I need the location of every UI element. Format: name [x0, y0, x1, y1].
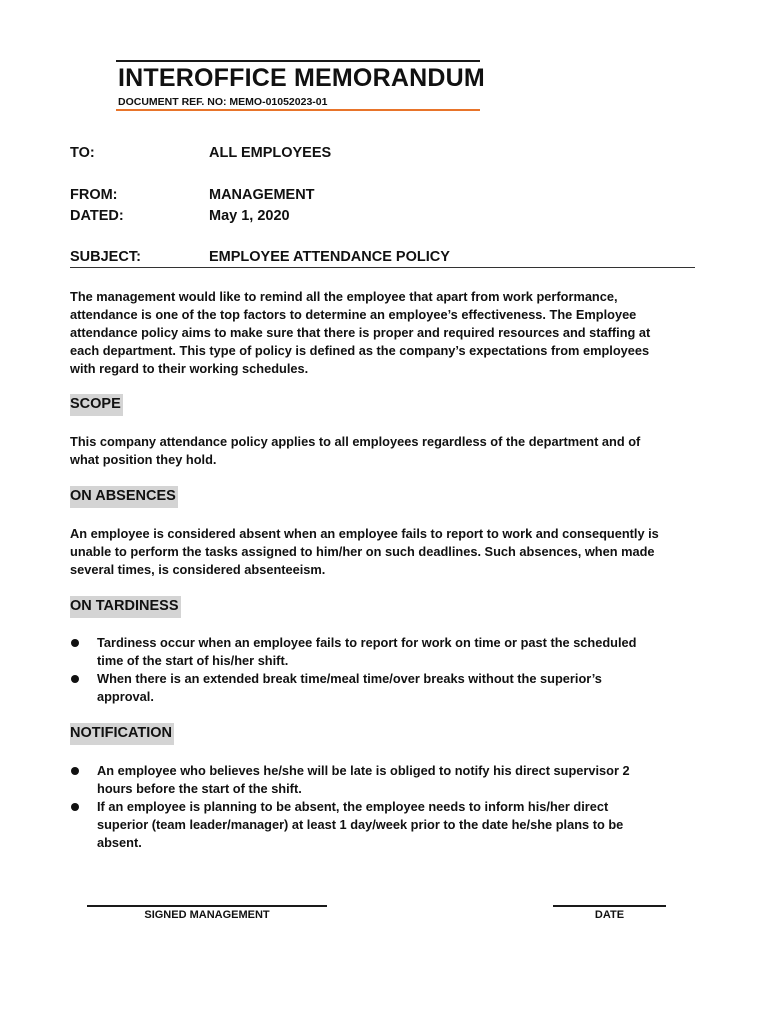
header-top-rule — [116, 60, 480, 62]
notification-list — [70, 762, 698, 852]
bullet-line: If an employee is planning to be absent, the employee needs to inform his/her direct — [97, 799, 609, 814]
header-accent-rule — [116, 109, 480, 111]
subject-label: SUBJECT: — [70, 249, 141, 265]
intro-line: attendance is one of the top factors to determine an employee’s effectiveness. The Employee — [70, 307, 637, 322]
scope-line: what position they hold. — [70, 452, 217, 467]
bullet-line: absent. — [97, 835, 142, 850]
list-item — [70, 670, 698, 706]
absences-line: unable to perform the tasks assigned to him/her on such deadlines. Such absences, when made — [70, 544, 655, 559]
memo-header — [116, 60, 485, 110]
bullet-line: Tardiness occur when an employee fails to report for work on time or past the scheduled — [97, 635, 637, 650]
dated-value: May 1, 2020 — [209, 208, 290, 224]
subject-value: EMPLOYEE ATTENDANCE POLICY — [209, 249, 450, 265]
list-item — [70, 798, 698, 852]
from-label: FROM: — [70, 187, 118, 203]
to-value: ALL EMPLOYEES — [209, 145, 332, 161]
intro-line: attendance policy aims to make sure that there is proper and required resources and staffing at — [70, 325, 651, 340]
document-reference: DOCUMENT REF. NO: MEMO-01052023-01 — [118, 96, 328, 108]
bullet-line: superior (team leader/manager) at least 1 day/week prior to the date he/she plans to be — [97, 817, 624, 832]
absences-heading: ON ABSENCES — [70, 486, 178, 508]
subject-underline — [70, 267, 695, 268]
absences-paragraph — [70, 525, 698, 579]
bullet-icon — [71, 675, 79, 683]
bullet-icon — [71, 767, 79, 775]
tardiness-heading: ON TARDINESS — [70, 596, 181, 618]
bullet-icon — [71, 803, 79, 811]
bullet-line: approval. — [97, 689, 154, 704]
from-value: MANAGEMENT — [209, 187, 315, 203]
to-label: TO: — [70, 145, 95, 161]
list-item — [70, 634, 698, 670]
bullet-line: When there is an extended break time/meal time/over breaks without the superior’s — [97, 671, 602, 686]
dated-label: DATED: — [70, 208, 124, 224]
scope-paragraph — [70, 433, 698, 469]
date-line — [553, 905, 666, 907]
intro-line: The management would like to remind all the employee that apart from work performance, — [70, 289, 618, 304]
list-item — [70, 762, 698, 798]
notification-heading: NOTIFICATION — [70, 723, 174, 745]
intro-line: each department. This type of policy is defined as the company’s expectations from employees — [70, 343, 650, 358]
intro-line: with regard to their working schedules. — [70, 361, 309, 376]
date-label: DATE — [594, 909, 625, 921]
bullet-line: An employee who believes he/she will be late is obliged to notify his direct supervisor 2 — [97, 763, 630, 778]
scope-heading: SCOPE — [70, 394, 123, 416]
memo-title: INTEROFFICE MEMORANDUM — [118, 64, 485, 92]
bullet-line: time of the start of his/her shift. — [97, 653, 289, 668]
bullet-icon — [71, 639, 79, 647]
signed-management-label: SIGNED MANAGEMENT — [144, 909, 270, 921]
signature-line — [87, 905, 327, 907]
absences-line: An employee is considered absent when an employee fails to report to work and consequently is — [70, 526, 659, 541]
intro-paragraph — [70, 288, 698, 378]
scope-line: This company attendance policy applies to all employees regardless of the department and of — [70, 434, 641, 449]
bullet-line: hours before the start of the shift. — [97, 781, 302, 796]
absences-line: several times, is considered absenteeism. — [70, 562, 326, 577]
tardiness-list — [70, 634, 698, 706]
